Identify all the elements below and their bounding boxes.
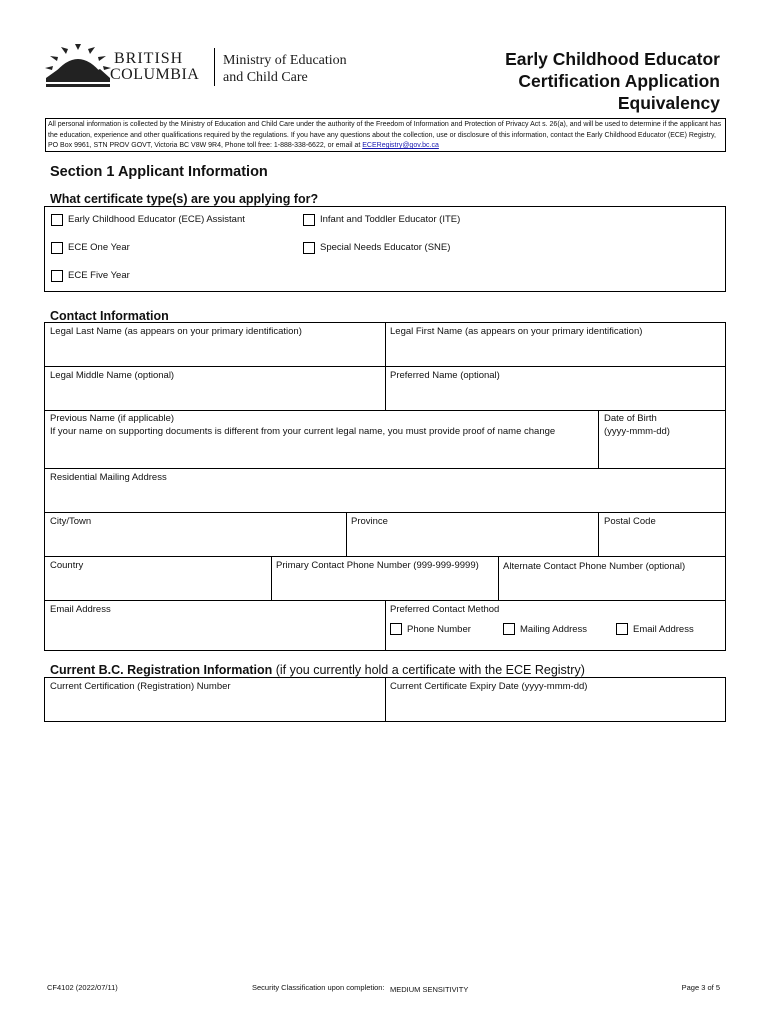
- country-field[interactable]: [45, 557, 271, 600]
- legal-middle-name-label: Legal Middle Name (optional): [50, 370, 175, 381]
- ece-five-year-label: ECE Five Year: [68, 270, 130, 281]
- ece-five-year-checkbox[interactable]: [51, 270, 63, 282]
- ministry-line2: and Child Care: [223, 70, 308, 85]
- ite-checkbox[interactable]: [303, 214, 315, 226]
- certificate-question: What certificate type(s) are you applying for?: [50, 192, 319, 206]
- title-line1: Early Childhood Educator: [505, 49, 720, 69]
- date-of-birth-field[interactable]: [599, 411, 725, 468]
- ite-label: Infant and Toddler Educator (ITE): [320, 214, 461, 225]
- city-label: City/Town: [50, 516, 92, 527]
- bc-sun-logo: [44, 44, 112, 90]
- legal-last-name-field[interactable]: [45, 323, 385, 366]
- form-id: CF4102 (2022/07/11): [47, 983, 118, 992]
- city-field[interactable]: [45, 513, 346, 556]
- legal-last-name-label: Legal Last Name (as appears on your primary identification): [50, 326, 302, 337]
- form-title: [505, 48, 720, 114]
- notice-text: All personal information is collected by the Ministry of Education and Child Care under the authority of the Freedom of Information and Protection of Privacy Act s. 26(a), and will be used to determine if the applicant has the education, experience and other qualifications required by the regulations. If you have any questions about the collection, use or disclosure of this information, contact the Early Childhood Educator (ECE) Registry, PO Box 9961, STN PROV GOVT, Victoria BC V8W 9R4, Phone toll free: 1-888-338-6622, or email at: [48, 121, 722, 149]
- contact-heading: Contact Information: [50, 309, 169, 323]
- registration-heading-rest: (if you currently hold a certificate with the ECE Registry): [272, 663, 585, 677]
- section-heading: Section 1 Applicant Information: [50, 164, 268, 180]
- title-line2: Certification Application: [518, 71, 720, 91]
- alternate-phone-field[interactable]: [499, 557, 725, 600]
- legal-first-name-field[interactable]: [386, 323, 725, 366]
- sne-label: Special Needs Educator (SNE): [320, 242, 451, 253]
- registration-heading: [50, 663, 585, 677]
- address-label: Residential Mailing Address: [50, 472, 167, 483]
- ece-one-year-checkbox[interactable]: [51, 242, 63, 254]
- previous-name-label: Previous Name (if applicable): [50, 413, 175, 424]
- preferred-method-label: Preferred Contact Method: [390, 604, 500, 615]
- logo-british: BRITISH: [114, 50, 184, 67]
- residential-address-field[interactable]: [45, 469, 725, 512]
- postal-code-field[interactable]: [599, 513, 725, 556]
- ece-assistant-label: Early Childhood Educator (ECE) Assistant: [68, 214, 245, 225]
- security-label: Security Classification upon completion:: [252, 983, 385, 992]
- legal-first-name-label: Legal First Name (as appears on your primary identification): [390, 326, 643, 337]
- province-label: Province: [351, 516, 388, 527]
- legal-middle-name-field[interactable]: [45, 367, 385, 410]
- preferred-contact-method: [386, 601, 725, 651]
- method-mail-label: Mailing Address: [520, 624, 588, 635]
- dob-label: Date of Birth: [604, 413, 657, 424]
- method-phone-checkbox[interactable]: [390, 623, 402, 635]
- logo-divider: [214, 48, 215, 86]
- ministry-line1: Ministry of Education: [223, 53, 347, 68]
- method-mail-checkbox[interactable]: [503, 623, 515, 635]
- sne-checkbox[interactable]: [303, 242, 315, 254]
- registry-email-link[interactable]: ECERegistry@gov.bc.ca: [362, 142, 439, 149]
- cert-number-label: Current Certification (Registration) Number: [50, 681, 231, 692]
- primary-phone-label: Primary Contact Phone Number (999-999-9999): [276, 560, 479, 571]
- title-line3: Equivalency: [617, 93, 720, 113]
- primary-phone-field[interactable]: [272, 557, 498, 600]
- previous-name-field[interactable]: [45, 411, 598, 468]
- security-value: MEDIUM SENSITIVITY: [390, 985, 469, 994]
- ece-one-year-label: ECE One Year: [68, 242, 130, 253]
- cert-expiry-label: Current Certificate Expiry Date (yyyy-mmm-dd): [390, 681, 588, 692]
- country-label: Country: [50, 560, 84, 571]
- email-field[interactable]: [45, 601, 385, 651]
- previous-name-note: If your name on supporting documents is different from your current legal name, you must provide proof of name change: [50, 426, 556, 437]
- page-number: Page 3 of 5: [681, 983, 720, 992]
- dob-format: (yyyy-mmm-dd): [604, 426, 670, 437]
- method-email-label: Email Address: [633, 624, 694, 635]
- privacy-notice: [45, 118, 726, 152]
- email-label: Email Address: [50, 604, 111, 615]
- method-phone-label: Phone Number: [407, 624, 471, 635]
- province-field[interactable]: [347, 513, 598, 556]
- preferred-name-field[interactable]: [386, 367, 725, 410]
- alt-phone-label: Alternate Contact Phone Number (optional): [503, 561, 686, 572]
- preferred-name-label: Preferred Name (optional): [390, 370, 500, 381]
- cert-expiry-field[interactable]: [386, 678, 725, 721]
- ece-assistant-checkbox[interactable]: [51, 214, 63, 226]
- registration-heading-bold: Current B.C. Registration Information: [50, 663, 273, 677]
- postal-label: Postal Code: [604, 516, 656, 527]
- logo-columbia: COLUMBIA: [110, 66, 200, 83]
- method-email-checkbox[interactable]: [616, 623, 628, 635]
- cert-number-field[interactable]: [45, 678, 385, 721]
